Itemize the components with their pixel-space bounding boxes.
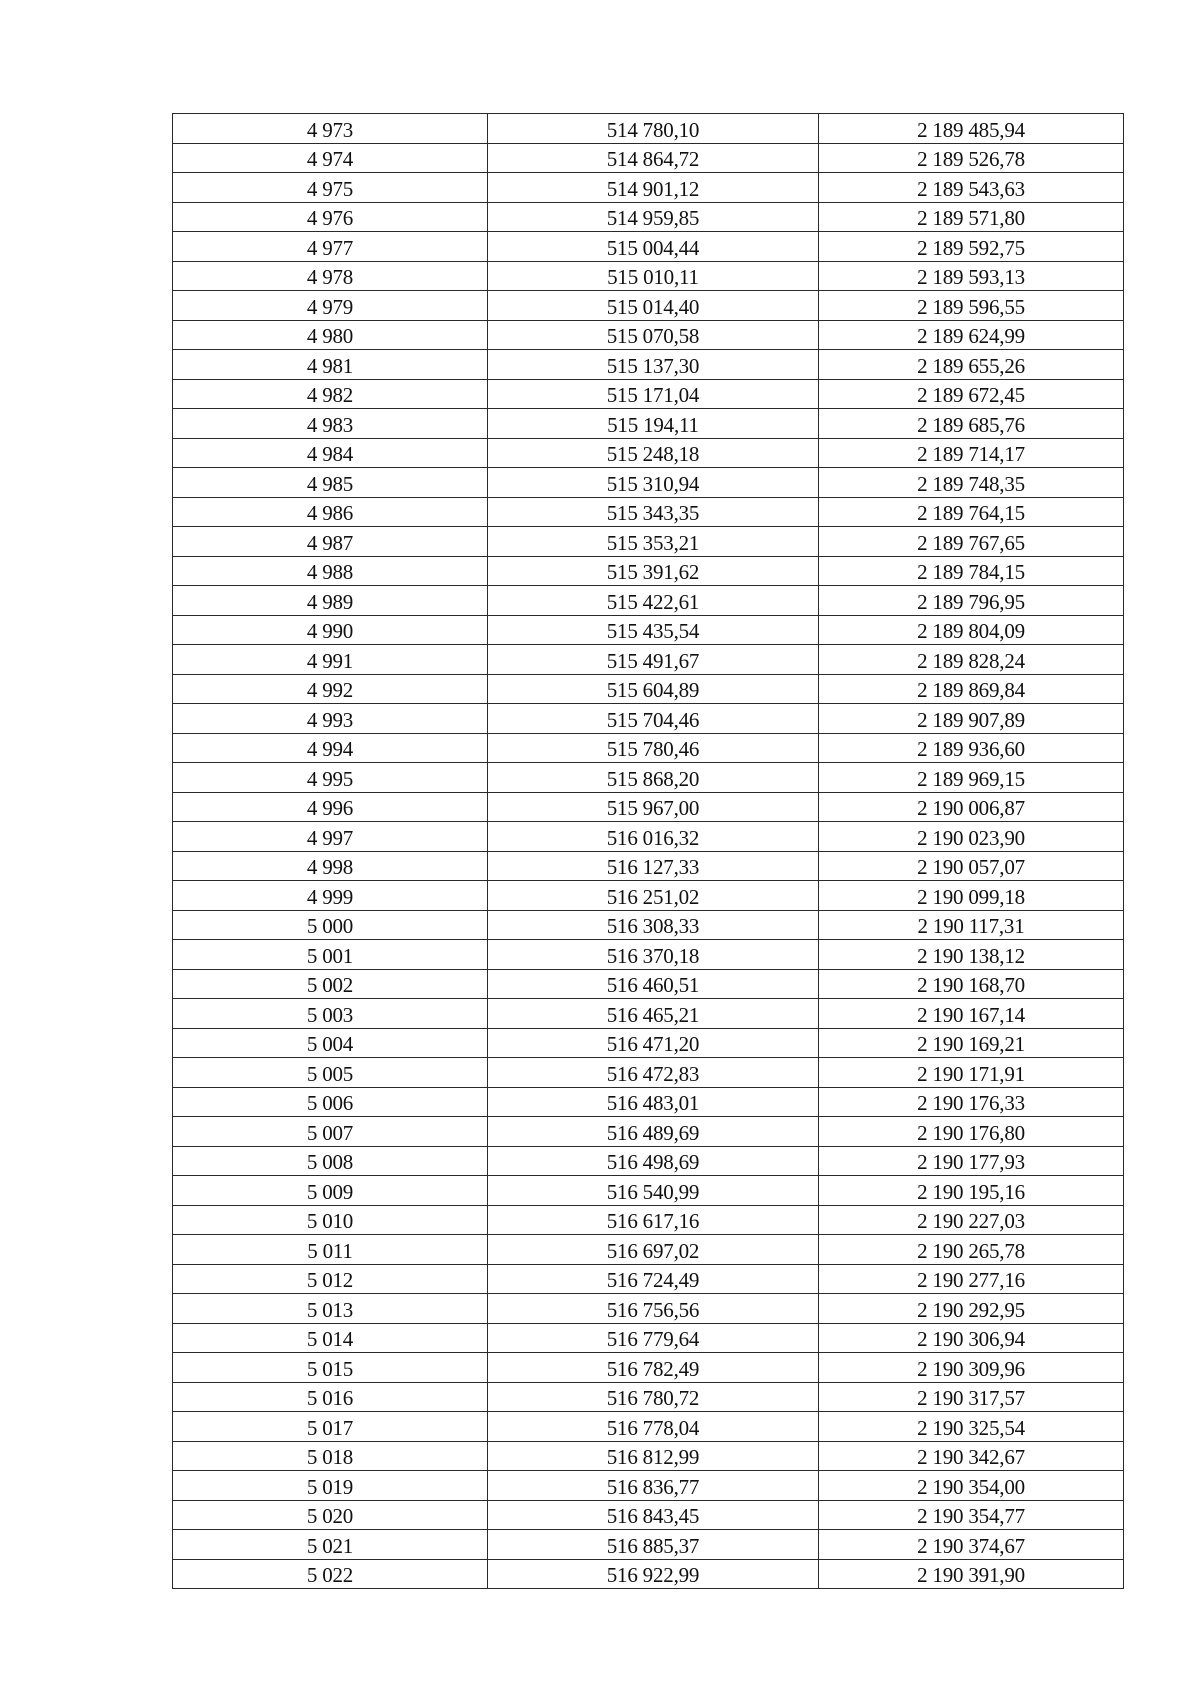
x-coordinate-cell: 515 137,30 bbox=[488, 350, 819, 380]
x-coordinate-cell: 516 779,64 bbox=[488, 1323, 819, 1353]
x-coordinate-cell: 515 014,40 bbox=[488, 291, 819, 321]
table-row bbox=[173, 438, 1124, 468]
y-coordinate-cell: 2 190 306,94 bbox=[819, 1323, 1124, 1353]
point-number-cell: 5 010 bbox=[173, 1205, 488, 1235]
point-number-cell: 4 997 bbox=[173, 822, 488, 852]
y-coordinate-cell: 2 189 593,13 bbox=[819, 261, 1124, 291]
point-number-cell: 4 995 bbox=[173, 763, 488, 793]
y-coordinate-cell: 2 190 309,96 bbox=[819, 1353, 1124, 1383]
table-row bbox=[173, 1146, 1124, 1176]
table-row bbox=[173, 969, 1124, 999]
y-coordinate-cell: 2 189 936,60 bbox=[819, 733, 1124, 763]
x-coordinate-cell: 516 778,04 bbox=[488, 1412, 819, 1442]
x-coordinate-cell: 516 756,56 bbox=[488, 1294, 819, 1324]
table-row bbox=[173, 350, 1124, 380]
y-coordinate-cell: 2 189 714,17 bbox=[819, 438, 1124, 468]
table-row bbox=[173, 409, 1124, 439]
table-row bbox=[173, 999, 1124, 1029]
y-coordinate-cell: 2 190 057,07 bbox=[819, 851, 1124, 881]
x-coordinate-cell: 515 868,20 bbox=[488, 763, 819, 793]
table-row bbox=[173, 940, 1124, 970]
x-coordinate-cell: 516 460,51 bbox=[488, 969, 819, 999]
y-coordinate-cell: 2 189 969,15 bbox=[819, 763, 1124, 793]
point-number-cell: 4 976 bbox=[173, 202, 488, 232]
table-row bbox=[173, 1353, 1124, 1383]
table-row bbox=[173, 379, 1124, 409]
x-coordinate-cell: 515 704,46 bbox=[488, 704, 819, 734]
y-coordinate-cell: 2 190 177,93 bbox=[819, 1146, 1124, 1176]
y-coordinate-cell: 2 189 596,55 bbox=[819, 291, 1124, 321]
table-row bbox=[173, 143, 1124, 173]
point-number-cell: 5 019 bbox=[173, 1471, 488, 1501]
y-coordinate-cell: 2 190 292,95 bbox=[819, 1294, 1124, 1324]
point-number-cell: 4 979 bbox=[173, 291, 488, 321]
point-number-cell: 5 007 bbox=[173, 1117, 488, 1147]
y-coordinate-cell: 2 190 342,67 bbox=[819, 1441, 1124, 1471]
y-coordinate-cell: 2 190 195,16 bbox=[819, 1176, 1124, 1206]
y-coordinate-cell: 2 190 169,21 bbox=[819, 1028, 1124, 1058]
y-coordinate-cell: 2 190 168,70 bbox=[819, 969, 1124, 999]
point-number-cell: 4 974 bbox=[173, 143, 488, 173]
x-coordinate-cell: 516 370,18 bbox=[488, 940, 819, 970]
x-coordinate-cell: 516 471,20 bbox=[488, 1028, 819, 1058]
x-coordinate-cell: 515 343,35 bbox=[488, 497, 819, 527]
table-row bbox=[173, 1264, 1124, 1294]
x-coordinate-cell: 515 491,67 bbox=[488, 645, 819, 675]
y-coordinate-cell: 2 190 325,54 bbox=[819, 1412, 1124, 1442]
x-coordinate-cell: 515 248,18 bbox=[488, 438, 819, 468]
table-row bbox=[173, 1028, 1124, 1058]
x-coordinate-cell: 516 697,02 bbox=[488, 1235, 819, 1265]
x-coordinate-cell: 516 472,83 bbox=[488, 1058, 819, 1088]
table-row bbox=[173, 851, 1124, 881]
table-row bbox=[173, 1412, 1124, 1442]
point-number-cell: 4 998 bbox=[173, 851, 488, 881]
table-row bbox=[173, 822, 1124, 852]
y-coordinate-cell: 2 189 592,75 bbox=[819, 232, 1124, 262]
y-coordinate-cell: 2 189 764,15 bbox=[819, 497, 1124, 527]
x-coordinate-cell: 515 171,04 bbox=[488, 379, 819, 409]
point-number-cell: 4 981 bbox=[173, 350, 488, 380]
x-coordinate-cell: 515 604,89 bbox=[488, 674, 819, 704]
point-number-cell: 5 008 bbox=[173, 1146, 488, 1176]
table-row bbox=[173, 320, 1124, 350]
x-coordinate-cell: 516 016,32 bbox=[488, 822, 819, 852]
x-coordinate-cell: 516 127,33 bbox=[488, 851, 819, 881]
point-number-cell: 4 993 bbox=[173, 704, 488, 734]
table-row bbox=[173, 645, 1124, 675]
x-coordinate-cell: 515 004,44 bbox=[488, 232, 819, 262]
table-row bbox=[173, 733, 1124, 763]
table-row bbox=[173, 232, 1124, 262]
x-coordinate-cell: 515 070,58 bbox=[488, 320, 819, 350]
x-coordinate-cell: 516 922,99 bbox=[488, 1559, 819, 1589]
table-row bbox=[173, 1471, 1124, 1501]
y-coordinate-cell: 2 189 796,95 bbox=[819, 586, 1124, 616]
table-row bbox=[173, 586, 1124, 616]
point-number-cell: 4 973 bbox=[173, 114, 488, 144]
y-coordinate-cell: 2 189 571,80 bbox=[819, 202, 1124, 232]
point-number-cell: 4 999 bbox=[173, 881, 488, 911]
table-row bbox=[173, 114, 1124, 144]
table-row bbox=[173, 704, 1124, 734]
x-coordinate-cell: 516 251,02 bbox=[488, 881, 819, 911]
point-number-cell: 5 005 bbox=[173, 1058, 488, 1088]
table-row bbox=[173, 674, 1124, 704]
table-row bbox=[173, 497, 1124, 527]
x-coordinate-cell: 516 885,37 bbox=[488, 1530, 819, 1560]
point-number-cell: 5 001 bbox=[173, 940, 488, 970]
point-number-cell: 5 022 bbox=[173, 1559, 488, 1589]
table-row bbox=[173, 881, 1124, 911]
table-row bbox=[173, 615, 1124, 645]
point-number-cell: 5 015 bbox=[173, 1353, 488, 1383]
table-row bbox=[173, 1058, 1124, 1088]
y-coordinate-cell: 2 190 167,14 bbox=[819, 999, 1124, 1029]
y-coordinate-cell: 2 190 099,18 bbox=[819, 881, 1124, 911]
y-coordinate-cell: 2 190 023,90 bbox=[819, 822, 1124, 852]
point-number-cell: 5 021 bbox=[173, 1530, 488, 1560]
table-row bbox=[173, 792, 1124, 822]
table-row bbox=[173, 1294, 1124, 1324]
x-coordinate-cell: 514 901,12 bbox=[488, 173, 819, 203]
table-row bbox=[173, 261, 1124, 291]
point-number-cell: 4 985 bbox=[173, 468, 488, 498]
point-number-cell: 4 975 bbox=[173, 173, 488, 203]
table-row bbox=[173, 1559, 1124, 1589]
y-coordinate-cell: 2 190 138,12 bbox=[819, 940, 1124, 970]
point-number-cell: 5 003 bbox=[173, 999, 488, 1029]
x-coordinate-cell: 516 836,77 bbox=[488, 1471, 819, 1501]
y-coordinate-cell: 2 190 374,67 bbox=[819, 1530, 1124, 1560]
point-number-cell: 5 014 bbox=[173, 1323, 488, 1353]
point-number-cell: 4 986 bbox=[173, 497, 488, 527]
table-row bbox=[173, 1530, 1124, 1560]
x-coordinate-cell: 514 780,10 bbox=[488, 114, 819, 144]
y-coordinate-cell: 2 189 907,89 bbox=[819, 704, 1124, 734]
table-row bbox=[173, 1382, 1124, 1412]
x-coordinate-cell: 516 483,01 bbox=[488, 1087, 819, 1117]
point-number-cell: 5 004 bbox=[173, 1028, 488, 1058]
point-number-cell: 5 013 bbox=[173, 1294, 488, 1324]
y-coordinate-cell: 2 190 176,33 bbox=[819, 1087, 1124, 1117]
x-coordinate-cell: 515 391,62 bbox=[488, 556, 819, 586]
x-coordinate-cell: 515 435,54 bbox=[488, 615, 819, 645]
y-coordinate-cell: 2 190 227,03 bbox=[819, 1205, 1124, 1235]
y-coordinate-cell: 2 189 748,35 bbox=[819, 468, 1124, 498]
table-row bbox=[173, 1500, 1124, 1530]
table-row bbox=[173, 556, 1124, 586]
point-number-cell: 4 991 bbox=[173, 645, 488, 675]
y-coordinate-cell: 2 189 685,76 bbox=[819, 409, 1124, 439]
y-coordinate-cell: 2 190 354,00 bbox=[819, 1471, 1124, 1501]
point-number-cell: 5 016 bbox=[173, 1382, 488, 1412]
x-coordinate-cell: 516 465,21 bbox=[488, 999, 819, 1029]
point-number-cell: 5 000 bbox=[173, 910, 488, 940]
y-coordinate-cell: 2 189 869,84 bbox=[819, 674, 1124, 704]
y-coordinate-cell: 2 190 171,91 bbox=[819, 1058, 1124, 1088]
y-coordinate-cell: 2 189 672,45 bbox=[819, 379, 1124, 409]
y-coordinate-cell: 2 189 543,63 bbox=[819, 173, 1124, 203]
point-number-cell: 5 020 bbox=[173, 1500, 488, 1530]
point-number-cell: 4 989 bbox=[173, 586, 488, 616]
x-coordinate-cell: 516 782,49 bbox=[488, 1353, 819, 1383]
x-coordinate-cell: 515 194,11 bbox=[488, 409, 819, 439]
point-number-cell: 4 987 bbox=[173, 527, 488, 557]
y-coordinate-cell: 2 189 655,26 bbox=[819, 350, 1124, 380]
point-number-cell: 4 982 bbox=[173, 379, 488, 409]
x-coordinate-cell: 516 812,99 bbox=[488, 1441, 819, 1471]
y-coordinate-cell: 2 189 784,15 bbox=[819, 556, 1124, 586]
point-number-cell: 4 990 bbox=[173, 615, 488, 645]
x-coordinate-cell: 515 010,11 bbox=[488, 261, 819, 291]
y-coordinate-cell: 2 190 117,31 bbox=[819, 910, 1124, 940]
x-coordinate-cell: 516 617,16 bbox=[488, 1205, 819, 1235]
coordinates-table-body bbox=[173, 114, 1124, 1589]
table-row bbox=[173, 1117, 1124, 1147]
point-number-cell: 4 977 bbox=[173, 232, 488, 262]
point-number-cell: 5 011 bbox=[173, 1235, 488, 1265]
x-coordinate-cell: 515 422,61 bbox=[488, 586, 819, 616]
point-number-cell: 4 988 bbox=[173, 556, 488, 586]
point-number-cell: 4 980 bbox=[173, 320, 488, 350]
y-coordinate-cell: 2 190 317,57 bbox=[819, 1382, 1124, 1412]
point-number-cell: 4 996 bbox=[173, 792, 488, 822]
table-row bbox=[173, 763, 1124, 793]
y-coordinate-cell: 2 190 006,87 bbox=[819, 792, 1124, 822]
x-coordinate-cell: 515 967,00 bbox=[488, 792, 819, 822]
table-row bbox=[173, 1087, 1124, 1117]
y-coordinate-cell: 2 190 176,80 bbox=[819, 1117, 1124, 1147]
point-number-cell: 4 984 bbox=[173, 438, 488, 468]
table-row bbox=[173, 1235, 1124, 1265]
table-row bbox=[173, 1441, 1124, 1471]
y-coordinate-cell: 2 189 828,24 bbox=[819, 645, 1124, 675]
y-coordinate-cell: 2 189 624,99 bbox=[819, 320, 1124, 350]
y-coordinate-cell: 2 189 526,78 bbox=[819, 143, 1124, 173]
x-coordinate-cell: 514 959,85 bbox=[488, 202, 819, 232]
x-coordinate-cell: 516 498,69 bbox=[488, 1146, 819, 1176]
point-number-cell: 5 009 bbox=[173, 1176, 488, 1206]
table-row bbox=[173, 1176, 1124, 1206]
x-coordinate-cell: 514 864,72 bbox=[488, 143, 819, 173]
x-coordinate-cell: 516 780,72 bbox=[488, 1382, 819, 1412]
x-coordinate-cell: 516 308,33 bbox=[488, 910, 819, 940]
point-number-cell: 4 994 bbox=[173, 733, 488, 763]
point-number-cell: 5 002 bbox=[173, 969, 488, 999]
point-number-cell: 4 978 bbox=[173, 261, 488, 291]
y-coordinate-cell: 2 190 391,90 bbox=[819, 1559, 1124, 1589]
table-row bbox=[173, 1323, 1124, 1353]
table-row bbox=[173, 527, 1124, 557]
y-coordinate-cell: 2 190 277,16 bbox=[819, 1264, 1124, 1294]
point-number-cell: 5 017 bbox=[173, 1412, 488, 1442]
y-coordinate-cell: 2 190 354,77 bbox=[819, 1500, 1124, 1530]
x-coordinate-cell: 515 353,21 bbox=[488, 527, 819, 557]
x-coordinate-cell: 516 724,49 bbox=[488, 1264, 819, 1294]
table-row bbox=[173, 910, 1124, 940]
point-number-cell: 4 983 bbox=[173, 409, 488, 439]
y-coordinate-cell: 2 189 767,65 bbox=[819, 527, 1124, 557]
table-row bbox=[173, 202, 1124, 232]
table-row bbox=[173, 291, 1124, 321]
x-coordinate-cell: 515 780,46 bbox=[488, 733, 819, 763]
x-coordinate-cell: 516 540,99 bbox=[488, 1176, 819, 1206]
point-number-cell: 5 006 bbox=[173, 1087, 488, 1117]
point-number-cell: 5 018 bbox=[173, 1441, 488, 1471]
point-number-cell: 5 012 bbox=[173, 1264, 488, 1294]
x-coordinate-cell: 516 843,45 bbox=[488, 1500, 819, 1530]
x-coordinate-cell: 515 310,94 bbox=[488, 468, 819, 498]
y-coordinate-cell: 2 190 265,78 bbox=[819, 1235, 1124, 1265]
y-coordinate-cell: 2 189 804,09 bbox=[819, 615, 1124, 645]
table-row bbox=[173, 468, 1124, 498]
table-row bbox=[173, 173, 1124, 203]
y-coordinate-cell: 2 189 485,94 bbox=[819, 114, 1124, 144]
coordinates-table bbox=[172, 113, 1124, 1589]
point-number-cell: 4 992 bbox=[173, 674, 488, 704]
table-row bbox=[173, 1205, 1124, 1235]
x-coordinate-cell: 516 489,69 bbox=[488, 1117, 819, 1147]
